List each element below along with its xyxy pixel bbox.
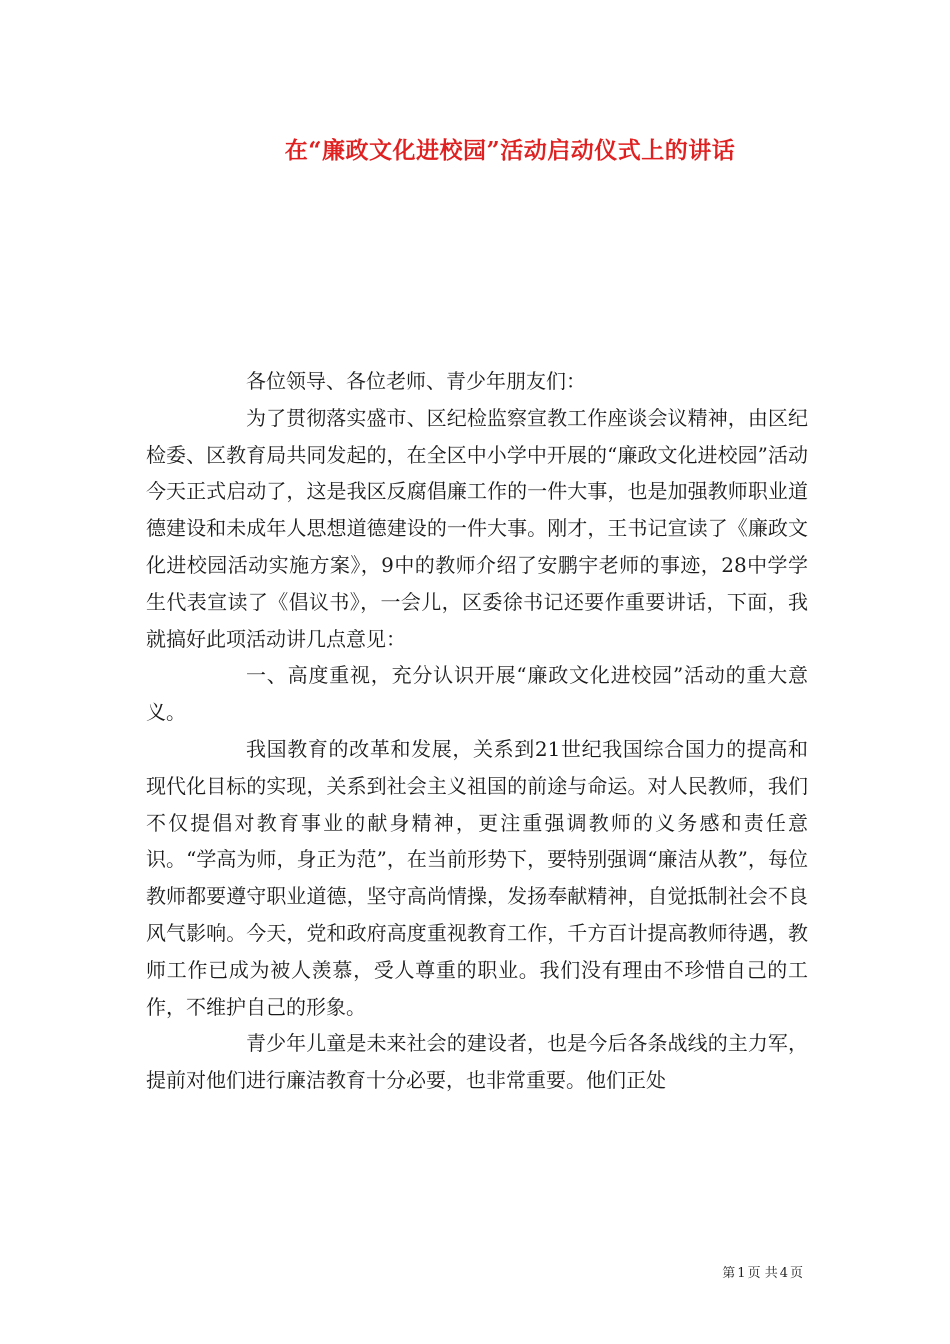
page-label-suffix: 页 <box>789 1266 803 1281</box>
page-label-middle: 页 共 <box>747 1266 778 1281</box>
salutation-paragraph: 各位领导、各位老师、青少年朋友们： <box>246 369 586 393</box>
page-number-footer <box>0 1262 804 1281</box>
intro-paragraph: 为了贯彻落实盛市、区纪检监察宣教工作座谈会议精神，由区纪检委、区教育局共同发起的，在全区中小学中开展的“廉政文化进校园”活动今天正式启动了，这是我区反腐倡廉工作的一件大事，也是加强教师职业道德建设和未成年人思想道德建设的一件大事。刚才，王书记宣读了《廉政文化进校园活动实施方案》，9中的教师介绍了安鹏宇老师的事迹，28中学学生代表宣读了《倡议书》，一会儿，区委徐书记还要作重要讲话，下面，我就搞好此项活动讲几点意见： <box>146 405 808 651</box>
document-body <box>146 363 808 1099</box>
section-heading-paragraph: 一、高度重视，充分认识开展“廉政文化进校园”活动的重大意义。 <box>146 663 808 725</box>
body-paragraph: 青少年儿童是未来社会的建设者，也是今后各条战线的主力军，提前对他们进行廉洁教育十分必要，也非常重要。他们正处 <box>146 1031 808 1093</box>
page-label-prefix: 第 <box>722 1266 736 1281</box>
body-paragraph: 我国教育的改革和发展，关系到21世纪我国综合国力的提高和现代化目标的实现，关系到社会主义祖国的前途与命运。对人民教师，我们不仅提倡对教育事业的献身精神，更注重强调教师的义务感和责任意识。“学高为师，身正为范”，在当前形势下，要特别强调“廉洁从教”，每位教师都要遵守职业道德，坚守高尚情操，发扬奉献精神，自觉抵制社会不良风气影响。今天，党和政府高度重视教育工作，千方百计提高教师待遇，教师工作已成为被人羡慕，受人尊重的职业。我们没有理由不珍惜自己的工作，不维护自己的形象。 <box>146 736 808 1019</box>
current-page-number: 1 <box>737 1266 746 1281</box>
total-pages-number: 4 <box>779 1266 788 1281</box>
document-title: 在“廉政文化进校园”活动启动仪式上的讲话 <box>284 137 736 164</box>
